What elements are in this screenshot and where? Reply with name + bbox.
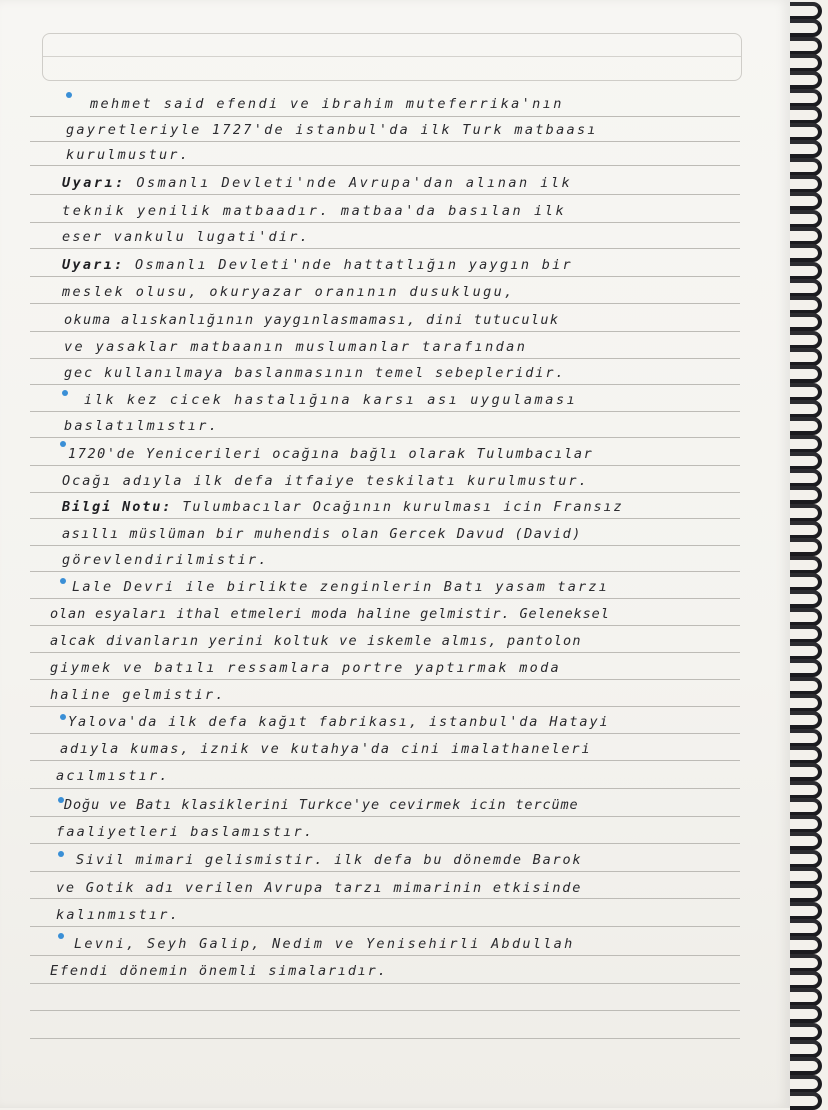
spiral-coil	[790, 331, 822, 349]
spiral-coil	[790, 54, 822, 72]
bullet-dot	[58, 933, 64, 939]
spiral-coil	[790, 158, 822, 176]
spiral-coil	[790, 1057, 822, 1075]
spiral-coil	[790, 37, 822, 55]
ruled-line	[30, 1010, 740, 1011]
spiral-coil	[790, 954, 822, 972]
text-line: alcak divanların yerini koltuk ve iskemle almıs, pantolon	[50, 633, 582, 649]
spiral-coil	[790, 746, 822, 764]
spiral-coil	[790, 832, 822, 850]
ruled-line	[30, 1038, 740, 1039]
spiral-coil	[790, 383, 822, 401]
text-line	[62, 257, 573, 279]
text-span: Osmanlı Devleti'nde Avrupa'dan alınan ilk	[136, 175, 573, 191]
text-line: görevlendirilmistir.	[62, 552, 269, 568]
spiral-coil	[790, 469, 822, 487]
spiral-coil	[790, 452, 822, 470]
spiral-coil	[790, 486, 822, 504]
text-line: adıyla kumas, iznik ve kutahya'da cini imalathaneleri	[60, 741, 592, 757]
warning-label: Uyarı:	[62, 257, 125, 273]
warning-label: Uyarı:	[62, 175, 126, 191]
text-line: Doğu ve Batı klasiklerini Turkce'ye cevirmek icin tercüme	[64, 797, 579, 813]
text-line: gec kullanılmaya baslanmasının temel sebepleridir.	[64, 365, 566, 381]
spiral-coil	[790, 400, 822, 418]
spiral-coil	[790, 1075, 822, 1093]
text-line: baslatılmıstır.	[64, 418, 219, 434]
spiral-coil	[790, 296, 822, 314]
text-line: acılmıstır.	[56, 768, 170, 784]
spiral-coil	[790, 781, 822, 799]
text-line: ve Gotik adı verilen Avrupa tarzı mimarinin etkisinde	[56, 880, 583, 896]
spiral-coil	[790, 244, 822, 262]
spiral-coil	[790, 1040, 822, 1058]
spiral-coil	[790, 711, 822, 729]
spiral-coil	[790, 106, 822, 124]
spiral-coil	[790, 279, 822, 297]
spiral-coil	[790, 365, 822, 383]
text-line: eser vankulu lugati'dir.	[62, 229, 310, 245]
text-line: giymek ve batılı ressamlara portre yaptırmak moda	[50, 660, 561, 676]
text-line: ilk kez cicek hastalığına karsı ası uygulaması	[84, 392, 578, 408]
text-line: okuma alıskanlığının yaygınlasmaması, dini tutuculuk	[64, 312, 560, 328]
spiral-coil	[790, 1023, 822, 1041]
spiral-coil	[790, 763, 822, 781]
spiral-coil	[790, 1005, 822, 1023]
spiral-coil	[790, 538, 822, 556]
bullet-dot	[58, 851, 64, 857]
text-line: gayretleriyle 1727'de istanbul'da ilk Turk matbaası	[66, 122, 598, 138]
spiral-coil	[790, 815, 822, 833]
text-line	[62, 499, 624, 521]
spiral-coil	[790, 417, 822, 435]
text-line: Sivil mimari gelismistir. ilk defa bu dönemde Barok	[76, 852, 583, 868]
spiral-coil	[790, 210, 822, 228]
text-line: meslek olusu, okuryazar oranının dusuklugu,	[62, 284, 515, 300]
bullet-dot	[60, 441, 66, 447]
spiral-coil	[790, 2, 822, 20]
spiral-coil	[790, 642, 822, 660]
text-line: kalınmıstır.	[56, 907, 180, 923]
text-line: teknik yenilik matbaadır. matbaa'da basılan ilk	[62, 203, 567, 219]
header-box	[42, 33, 742, 81]
text-line: olan esyaları ithal etmeleri moda haline gelmistir. Geleneksel	[50, 606, 610, 622]
spiral-coil	[790, 435, 822, 453]
spiral-coil	[790, 971, 822, 989]
text-line: Efendi dönemin önemli simalarıdır.	[50, 963, 388, 979]
spiral-coil	[790, 729, 822, 747]
spiral-coil	[790, 573, 822, 591]
spiral-coil	[790, 625, 822, 643]
text-line: faaliyetleri baslamıstır.	[56, 824, 315, 840]
text-line: ve yasaklar matbaanın muslumanlar tarafından	[64, 339, 528, 355]
text-line: Ocağı adıyla ilk defa itfaiye teskilatı kurulmustur.	[62, 473, 589, 489]
spiral-coil	[790, 348, 822, 366]
spiral-coil	[790, 175, 822, 193]
spiral-coil	[790, 521, 822, 539]
text-line: Levni, Seyh Galip, Nedim ve Yenisehirli Abdullah	[74, 936, 575, 952]
spiral-coil	[790, 140, 822, 158]
spiral-coil	[790, 694, 822, 712]
bullet-dot	[66, 92, 72, 98]
spiral-coil	[790, 227, 822, 245]
spiral-coil	[790, 19, 822, 37]
spiral-coil	[790, 798, 822, 816]
spiral-coil	[790, 71, 822, 89]
text-span: Tulumbacılar Ocağının kurulması icin Fransız	[182, 499, 624, 515]
info-note-label: Bilgi Notu:	[62, 499, 173, 515]
bullet-dot	[60, 578, 66, 584]
spiral-coil	[790, 123, 822, 141]
spiral-coil	[790, 850, 822, 868]
text-line: mehmet said efendi ve ibrahim muteferrika'nın	[90, 96, 564, 112]
spiral-coil	[790, 89, 822, 107]
spiral-coil	[790, 902, 822, 920]
spiral-coil	[790, 936, 822, 954]
text-line: Lale Devri ile birlikte zenginlerin Batı yasam tarzı	[72, 579, 610, 595]
text-line	[62, 175, 572, 197]
text-line: 1720'de Yenicerileri ocağına bağlı olarak Tulumbacılar	[68, 446, 594, 462]
text-line: kurulmustur.	[66, 147, 190, 163]
spiral-coil	[790, 556, 822, 574]
text-line: Yalova'da ilk defa kağıt fabrikası, istanbul'da Hatayi	[68, 714, 610, 730]
text-line: asıllı müslüman bir muhendis olan Gercek Davud (David)	[62, 526, 582, 542]
bullet-dot	[62, 390, 68, 396]
spiral-coil	[790, 1092, 822, 1110]
text-line: haline gelmistir.	[50, 687, 226, 703]
spiral-coil	[790, 262, 822, 280]
spiral-coil	[790, 919, 822, 937]
spiral-coil	[790, 608, 822, 626]
spiral-coil	[790, 659, 822, 677]
spiral-coil	[790, 867, 822, 885]
bullet-dot	[60, 714, 66, 720]
text-span: Osmanlı Devleti'nde hattatlığın yaygın bir	[135, 257, 573, 273]
spiral-coil	[790, 192, 822, 210]
spiral-coil	[790, 504, 822, 522]
spiral-coil	[790, 677, 822, 695]
spiral-coil	[790, 590, 822, 608]
spiral-coil	[790, 884, 822, 902]
spiral-coil	[790, 313, 822, 331]
spiral-coil	[790, 988, 822, 1006]
spiral-binding	[788, 0, 828, 1108]
